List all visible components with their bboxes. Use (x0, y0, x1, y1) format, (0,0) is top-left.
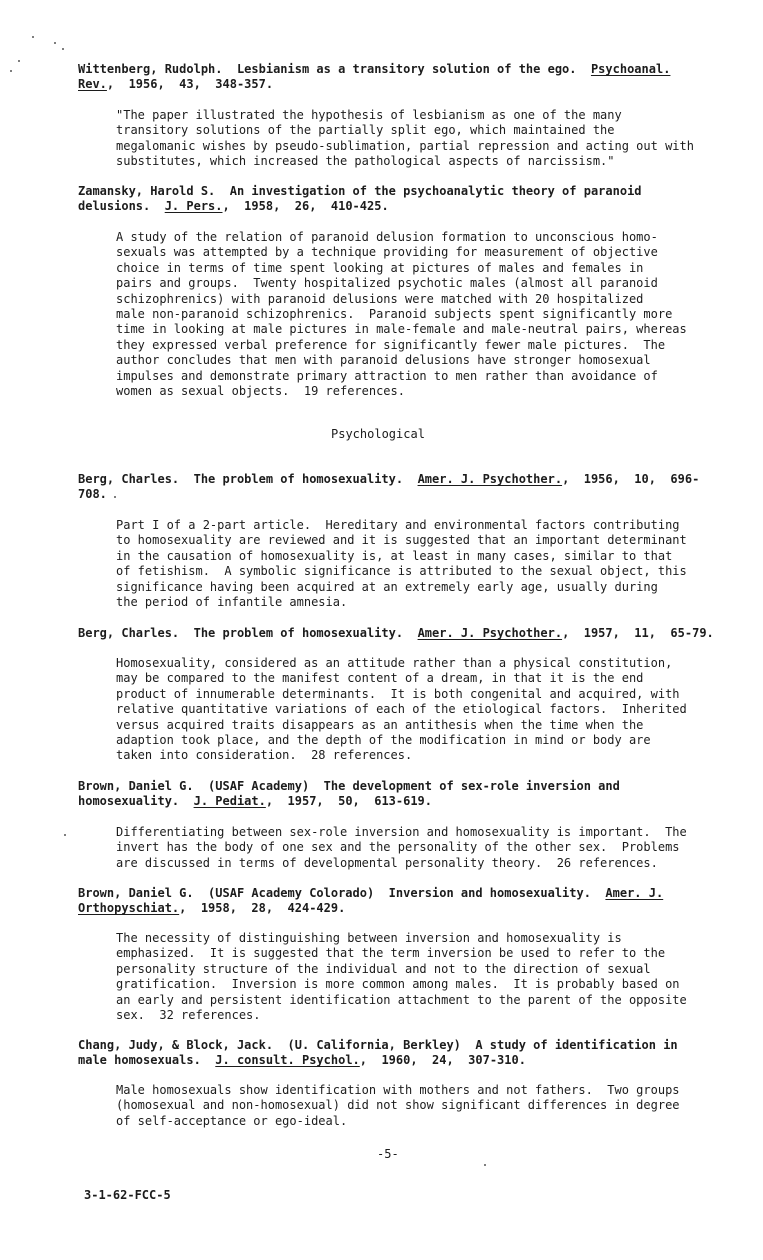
abstract-berg-1956: Part I of a 2-part article. Hereditary and environmental factors contributing to homosexuality are reviewed and it is suggested that an important determinant in the causation of homosexuality is, at least in many cases, similar to that of fetishism. A symbolic significance is attributed to the sexual object, this significance having been acquired at an extremely early age, usually during the period of infantile amnesia. (116, 518, 687, 610)
reference-citation-zamansky: Zamansky, Harold S. An investigation of the psychoanalytic theory of paranoid delusions. J. Pers., 1958, 26, 410-425. (78, 184, 642, 214)
abstract-wittenberg: "The paper illustrated the hypothesis of lesbianism as one of the many transitory solutions of the partially split ego, which maintained the megalomanic wishes by pseudo-sublimation, partial repression and acting out with substitutes, which increased the pathological aspects of narcissism." (116, 108, 694, 169)
scan-speck (32, 36, 34, 38)
reference-citation-berg-1957: Berg, Charles. The problem of homosexuality. Amer. J. Psychother., 1957, 11, 65-79. (78, 626, 714, 640)
abstract-berg-1957: Homosexuality, considered as an attitude rather than a physical constitution, may be compared to the manifest content of a dream, in that it is the end product of innumerable determinants. It is both congenital and acquired, with relative quantitative variations of each of the etiological factors. Inherited versus acquired traits disappears as an antithesis when the time when the adaption took place, and the depth of the modification in mind or body are taken into consideration. 28 references. (116, 656, 687, 763)
scan-speck (114, 496, 116, 498)
reference-citation-brown-1957: Brown, Daniel G. (USAF Academy) The development of sex-role inversion and homosexuality. J. Pediat., 1957, 50, 613-619. (78, 779, 620, 809)
abstract-brown-1958: The necessity of distinguishing between inversion and homosexuality is emphasized. It is suggested that the term inversion be used to refer to the personality structure of the individual and not to the direction of sexual gratification. Inversion is more common among males. It is probably based on an early and persistent identification attachment to the parent of the opposite sex. 32 references. (116, 931, 687, 1023)
footer-document-code: 3-1-62-FCC-5 (84, 1188, 171, 1202)
scan-speck (18, 60, 20, 62)
abstract-zamansky: A study of the relation of paranoid delusion formation to unconscious homo- sexuals was attempted by a technique providing for measurement of objective choice in terms of time spent looking at pictures of males and females in pairs and groups. Twenty hospitalized psychotic males (almost all paranoid schizophrenics) with paranoid delusions were matched with 20 hospitalized male non-paranoid schizophrenics. Paranoid subjects spent significantly more time in looking at male pictures in male-female and male-neutral pairs, whereas they expressed verbal preference for significantly fewer male pictures. The author concludes that men with paranoid delusions have stronger homosexual impulses and demonstrate primary attraction to men rather than avoidance of women as sexual objects. 19 references. (116, 230, 687, 399)
page-number: -5- (377, 1147, 399, 1161)
scan-speck (484, 1164, 486, 1166)
scan-speck (62, 48, 64, 50)
scan-speck (10, 70, 12, 72)
scan-speck (64, 834, 66, 836)
reference-citation-wittenberg: Wittenberg, Rudolph. Lesbianism as a transitory solution of the ego. Psychoanal. Rev., 1956, 43, 348-357. (78, 62, 671, 92)
scan-speck (54, 42, 56, 44)
reference-citation-berg-1956: Berg, Charles. The problem of homosexuality. Amer. J. Psychother., 1956, 10, 696- 708. (78, 472, 700, 502)
section-heading: Psychological (331, 427, 425, 441)
reference-citation-chang-1960: Chang, Judy, & Block, Jack. (U. California, Berkley) A study of identification in male homosexuals. J. consult. Psychol., 1960, 24, 307-310. (78, 1038, 678, 1068)
abstract-brown-1957: Differentiating between sex-role inversion and homosexuality is important. The invert has the body of one sex and the personality of the other sex. Problems are discussed in terms of developmental personality theory. 26 references. (116, 825, 687, 870)
abstract-chang-1960: Male homosexuals show identification with mothers and not fathers. Two groups (homosexual and non-homosexual) did not show significant differences in degree of self-acceptance or ego-ideal. (116, 1083, 680, 1128)
reference-citation-brown-1958: Brown, Daniel G. (USAF Academy Colorado) Inversion and homosexuality. Amer. J. Orthopyschiat., 1958, 28, 424-429. (78, 886, 664, 916)
